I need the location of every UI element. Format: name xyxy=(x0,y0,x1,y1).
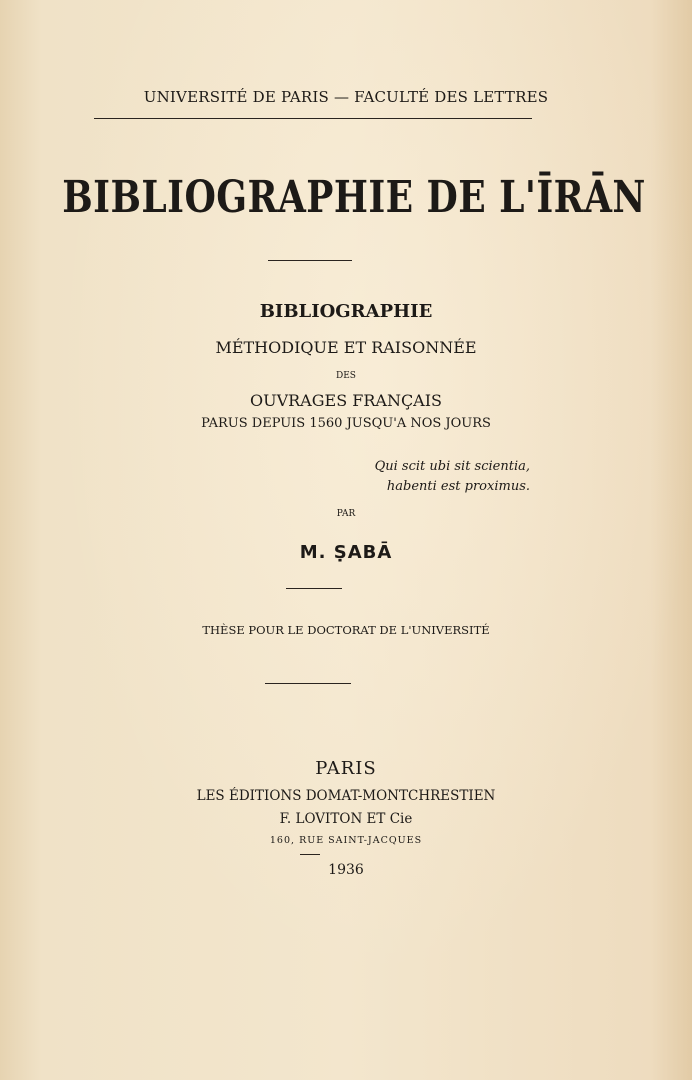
subtitle-line-4: OUVRAGES FRANÇAIS xyxy=(249,391,443,410)
title-rule xyxy=(268,260,352,261)
author-rule xyxy=(286,588,342,589)
imprint-publisher-2: F. LOVITON ET Cie xyxy=(279,811,413,827)
subtitle-line-3: DES xyxy=(336,371,356,381)
address-rule xyxy=(300,854,320,855)
subtitle-line-5: PARUS DEPUIS 1560 JUSQU'A NOS JOURS xyxy=(201,416,491,431)
epigraph-line-1: Qui scit ubi sit scientia, xyxy=(374,459,530,474)
epigraph-line-2: habenti est proximus. xyxy=(386,479,530,494)
author-name: M. ṢABĀ xyxy=(299,542,393,563)
book-title: BIBLIOGRAPHIE DE L'ĪRĀN xyxy=(62,172,646,223)
byline-par: PAR xyxy=(336,509,356,519)
imprint-address: 160, RUE SAINT-JACQUES xyxy=(269,835,423,846)
subtitle-line-1: BIBLIOGRAPHIE xyxy=(259,301,433,322)
imprint-publisher: LES ÉDITIONS DOMAT-MONTCHRESTIEN xyxy=(196,788,496,804)
university-header: UNIVERSITÉ DE PARIS — FACULTÉ DES LETTRES xyxy=(143,88,549,106)
imprint-city: PARIS xyxy=(315,758,377,779)
header-rule xyxy=(94,118,532,119)
imprint-year: 1936 xyxy=(328,862,364,878)
thesis-rule xyxy=(265,683,351,684)
subtitle-line-2: MÉTHODIQUE ET RAISONNÉE xyxy=(215,338,477,357)
thesis-statement: THÈSE POUR LE DOCTORAT DE L'UNIVERSITÉ xyxy=(202,623,490,637)
